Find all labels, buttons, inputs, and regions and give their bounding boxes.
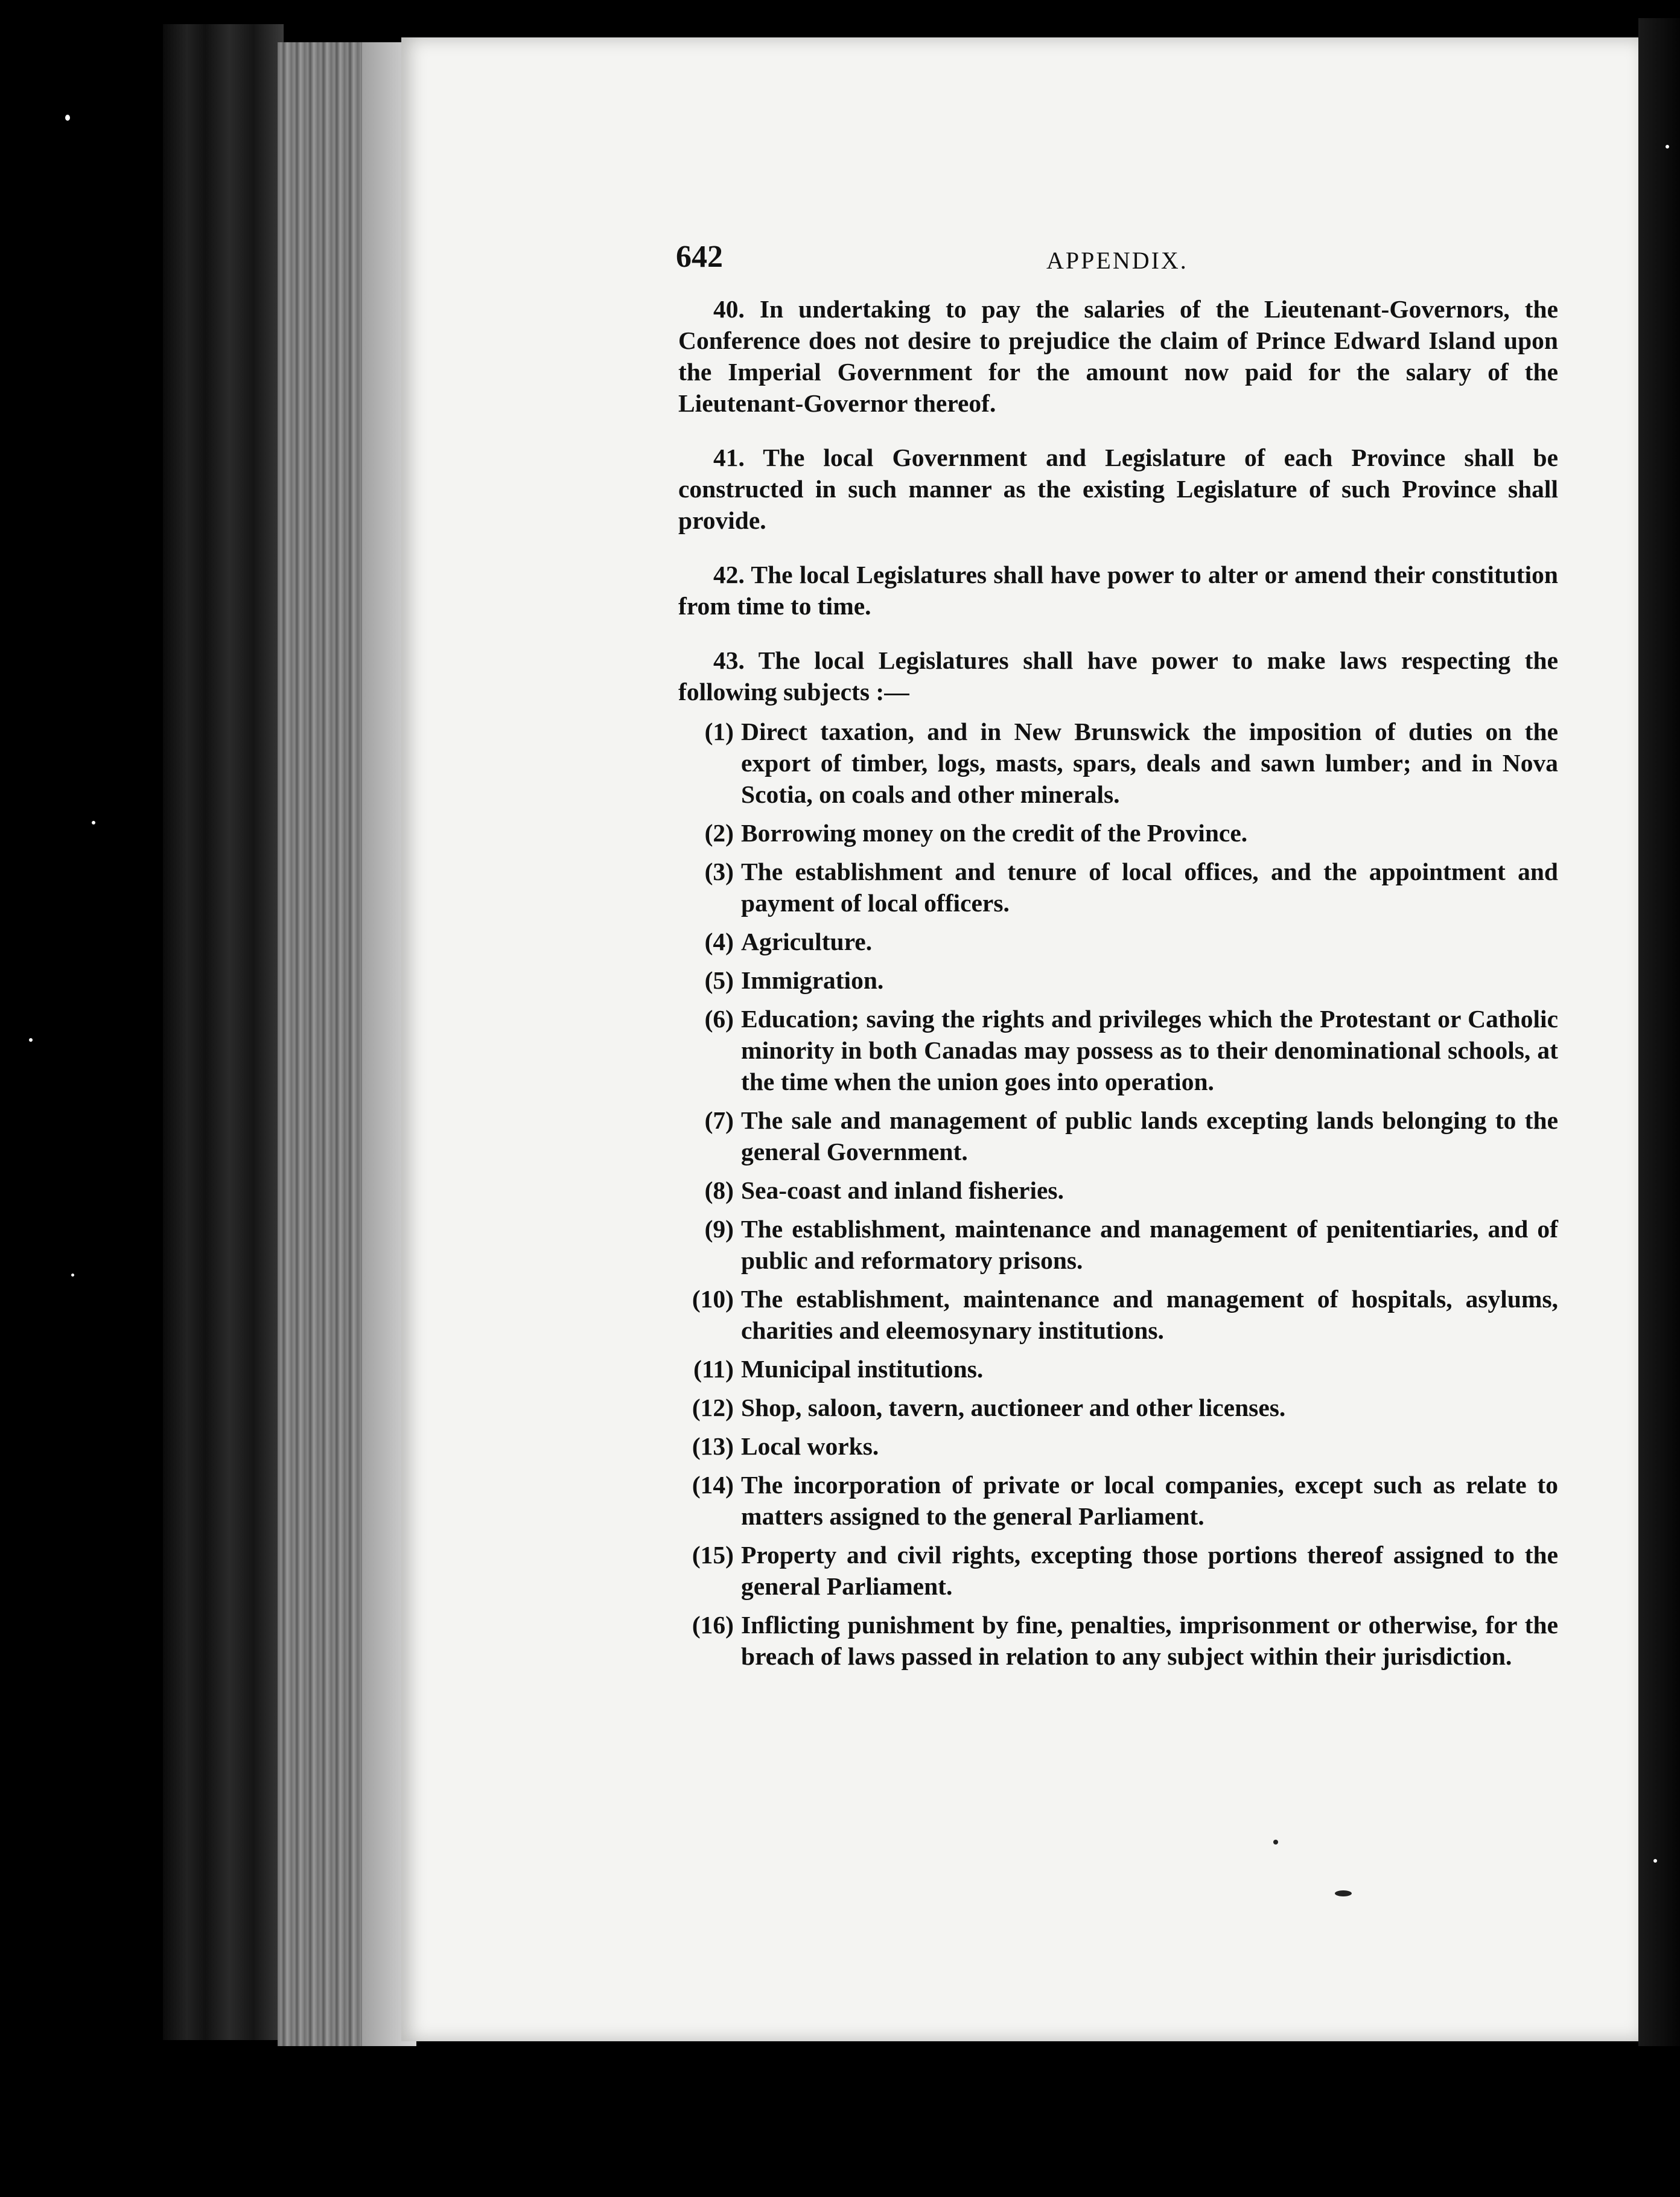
item-text: Shop, saloon, tavern, auctioneer and other licenses. [741,1394,1286,1421]
list-item [678,1353,1558,1385]
list-item [678,817,1558,849]
list-item [678,1469,1558,1532]
list-item [678,965,1558,996]
list-item [678,856,1558,919]
list-item [678,1392,1558,1423]
list-item [678,1609,1558,1672]
page-text [678,241,1558,1679]
list-item [678,1283,1558,1346]
item-number: (11) [693,1355,734,1383]
item-number: (12) [692,1394,734,1421]
list-item [678,1430,1558,1462]
item-number: (15) [692,1541,734,1569]
page-header [678,241,1558,284]
scan-speck [71,1274,74,1277]
item-number: (2) [704,819,734,847]
scan-speck [92,821,95,824]
item-text: Property and civil rights, excepting those portions thereof assigned to the general Parliament. [741,1541,1558,1600]
item-number: (8) [704,1176,734,1204]
paragraph-43: 43. The local Legislatures shall have power to make laws respecting the following subjects :— [678,646,1558,706]
item-text: The sale and management of public lands excepting lands belonging to the general Government. [741,1106,1558,1165]
list-item [678,1539,1558,1602]
item-text: Direct taxation, and in New Brunswick the imposition of duties on the export of timber, logs, masts, spars, deals and sawn lumber; and in Nova Scotia, on coals and other minerals. [741,718,1558,808]
ink-mark [1273,1840,1278,1845]
item-number: (4) [704,928,734,955]
list-item [678,1003,1558,1097]
item-number: (14) [692,1471,734,1499]
scan-speck [1653,1859,1657,1863]
item-text: Education; saving the rights and privileges which the Protestant or Catholic minority in both Canadas may possess as to their denominational schools, at the time when the union goes into operation. [741,1005,1558,1095]
paragraph-41: 41. The local Government and Legislature of each Province shall be constructed in such manner as the existing Legislature of such Province shall provide. [678,444,1558,534]
item-number: (10) [692,1285,734,1313]
paragraph-42: 42. The local Legislatures shall have power to alter or amend their constitution from time to time. [678,561,1558,620]
item-text: The establishment, maintenance and management of penitentiaries, and of public and reformatory prisons. [741,1215,1558,1274]
list-item [678,1175,1558,1206]
item-text: Borrowing money on the credit of the Province. [741,819,1248,847]
item-text: Sea-coast and inland fisheries. [741,1176,1064,1204]
item-text: Municipal institutions. [741,1355,984,1383]
item-number: (6) [704,1005,734,1033]
item-number: (5) [704,966,734,994]
running-head: APPENDIX. [1046,247,1188,274]
scan-speck [29,1038,33,1042]
ink-mark [1335,1890,1352,1896]
item-text: Immigration. [741,966,884,994]
paragraph-40: 40. In undertaking to pay the salaries of the Lieutenant-Governors, the Conference does not desire to prejudice the claim of Prince Edward Island upon the Imperial Government for the amount now paid for the salary of the Lieutenant-Governor thereof. [678,295,1558,417]
page-number: 642 [676,240,723,274]
item-text: The incorporation of private or local companies, except such as relate to matters assigned to the general Parliament. [741,1471,1558,1530]
list-item [678,716,1558,810]
item-text: Agriculture. [741,928,873,955]
book-spine [163,24,284,2040]
item-text: Local works. [741,1432,879,1460]
item-number: (9) [704,1215,734,1243]
item-number: (13) [692,1432,734,1460]
item-number: (3) [704,858,734,885]
list-item [678,1213,1558,1276]
item-number: (16) [692,1611,734,1639]
item-number: (7) [704,1106,734,1134]
item-text: Inflicting punishment by fine, penalties, imprisonment or otherwise, for the breach of laws passed in relation to any subject within their jurisdiction. [741,1611,1558,1670]
scan-border-right [1638,18,1680,2046]
scan-speck [65,115,70,121]
item-number: (1) [704,718,734,745]
list-item [678,1105,1558,1167]
item-text: The establishment and tenure of local offices, and the appointment and payment of local officers. [741,858,1558,917]
scan-speck [1666,145,1669,148]
subjects-list [678,716,1558,1672]
list-item [678,926,1558,957]
item-text: The establishment, maintenance and management of hospitals, asylums, charities and eleemosynary institutions. [741,1285,1558,1344]
